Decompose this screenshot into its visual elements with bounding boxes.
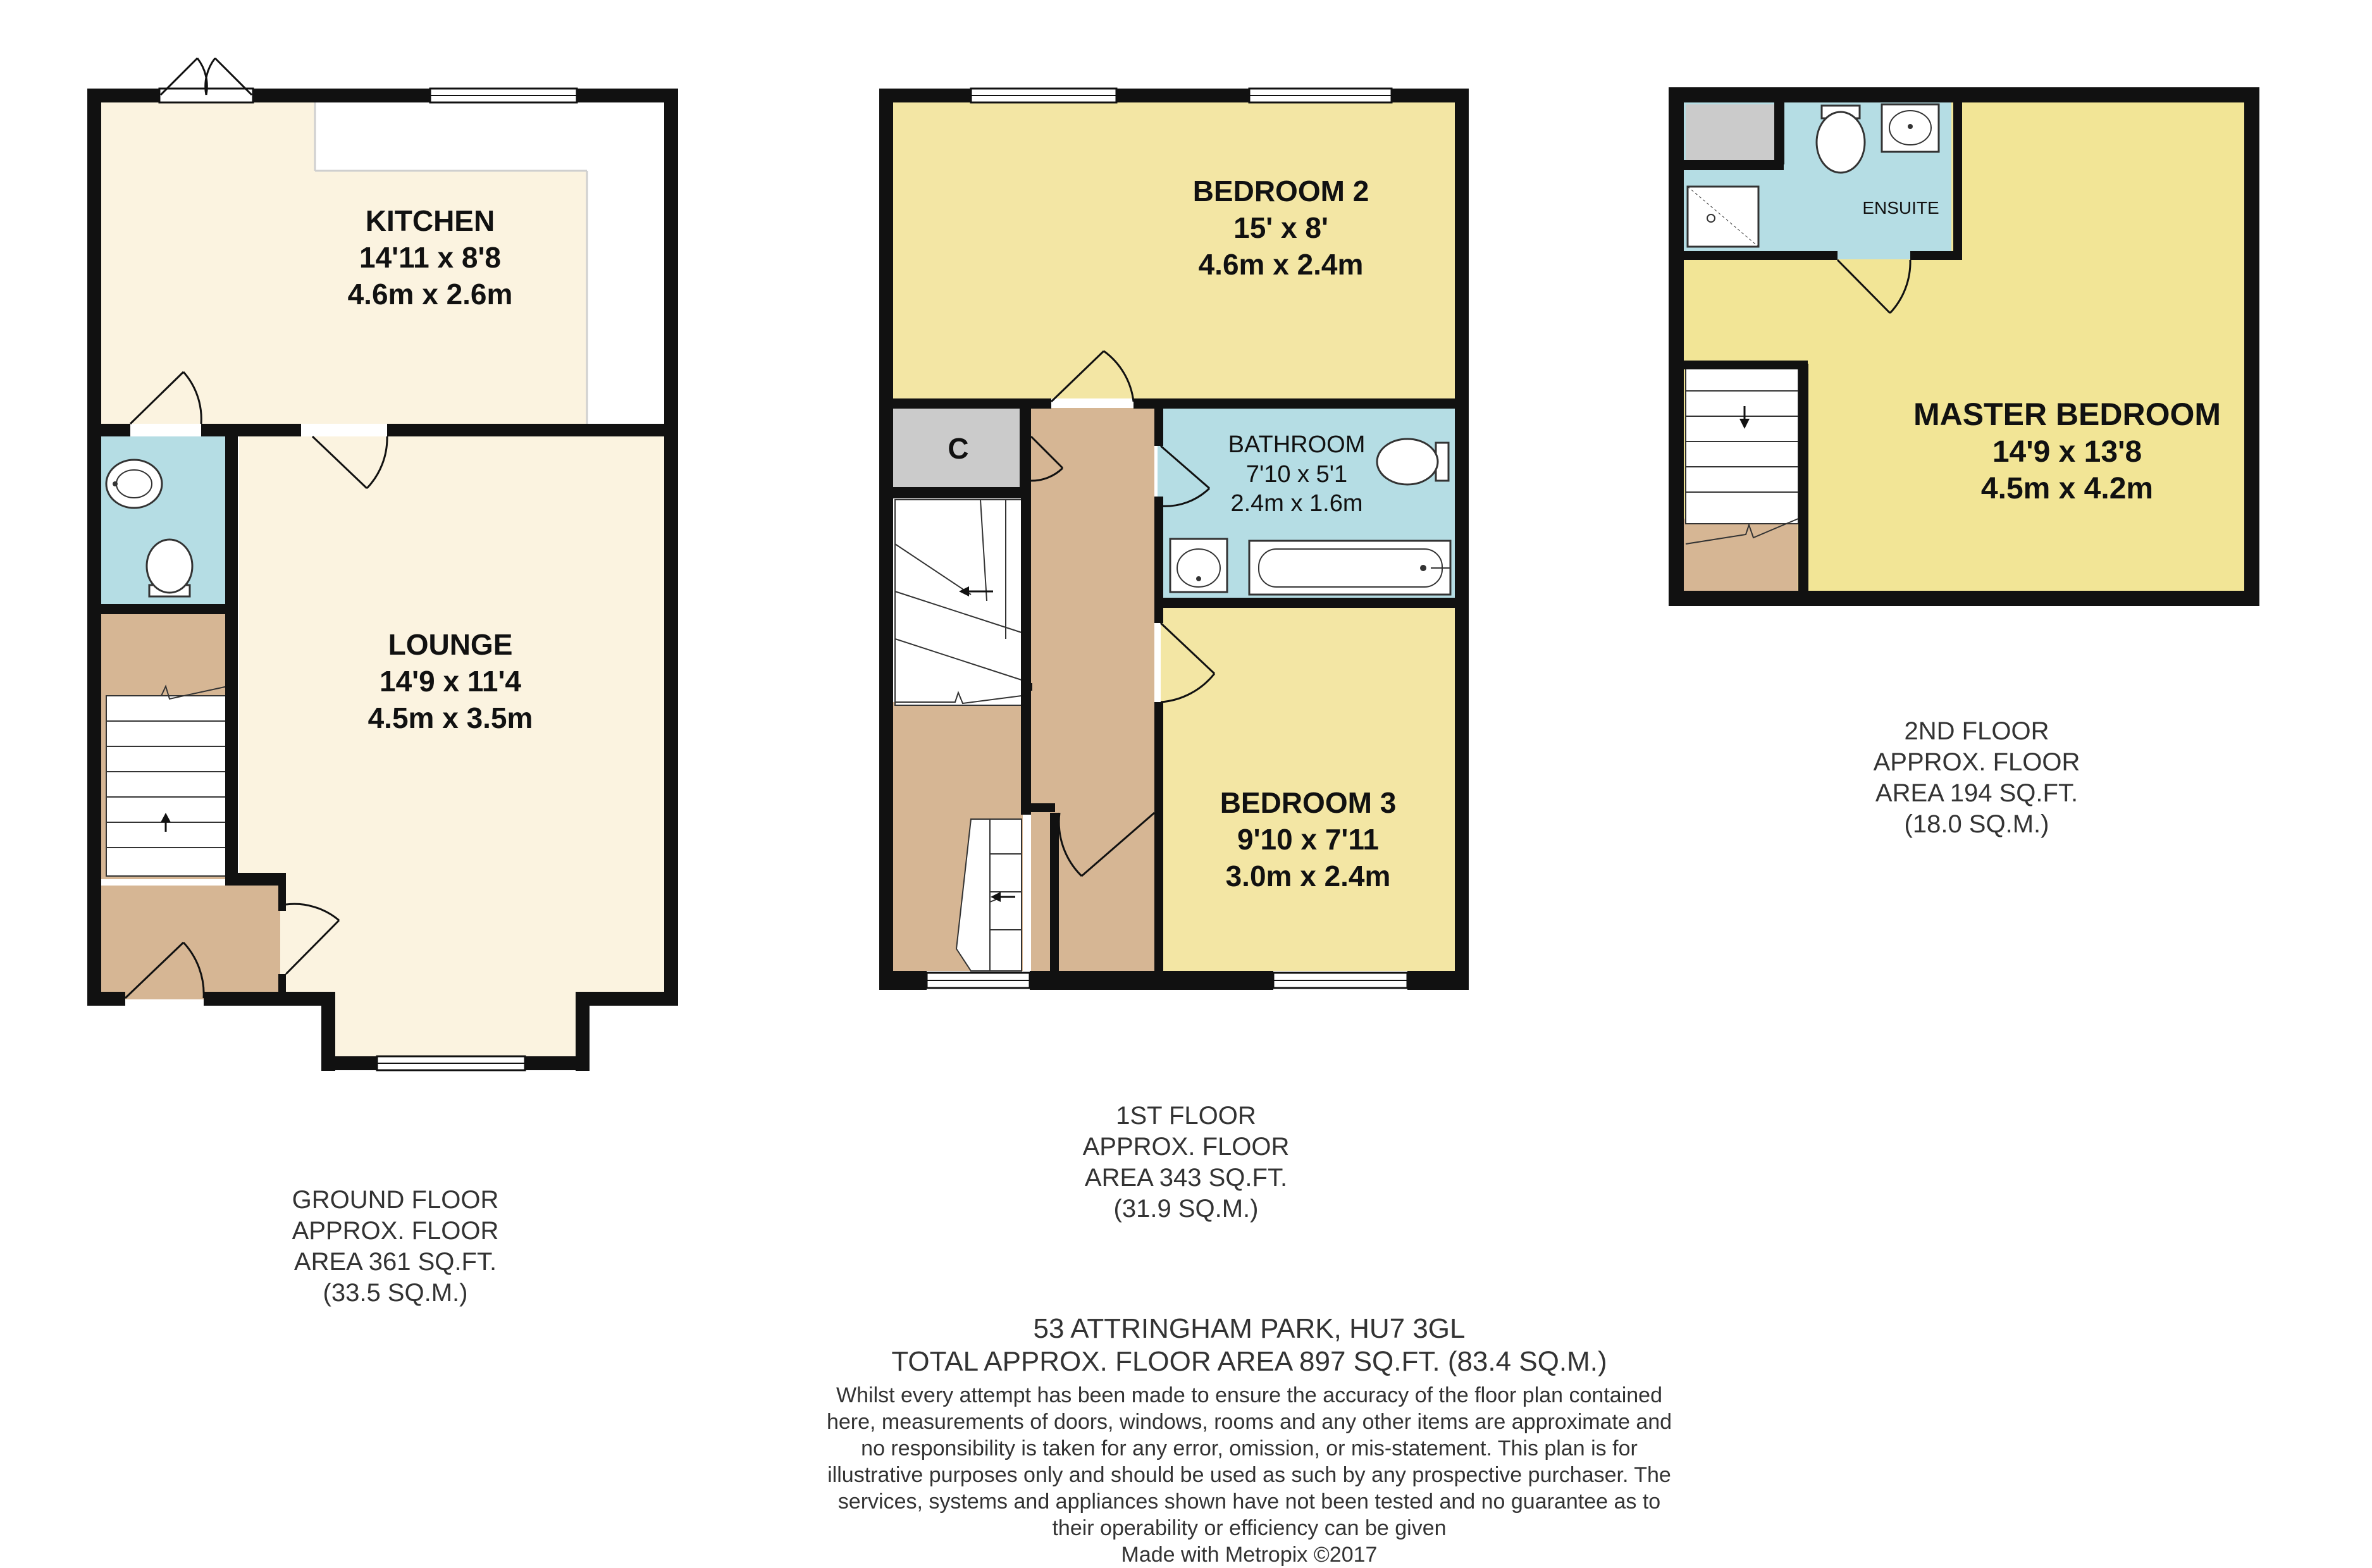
lounge-imperial: 14'9 x 11'4 — [380, 665, 521, 698]
metropix-credit: Made with Metropix ©2017 — [1121, 1543, 1378, 1567]
second-floor-caption — [1834, 716, 2119, 840]
second-stairs — [1686, 366, 1798, 544]
plan-footer — [822, 1312, 1676, 1568]
patio-door-icon — [159, 58, 253, 102]
kitchen-metric: 4.6m x 2.6m — [347, 278, 513, 311]
cupboard-label: C — [948, 432, 969, 465]
lounge-label — [368, 628, 533, 734]
caption-line: 2ND FLOOR — [1904, 717, 2049, 745]
bathroom-name: BATHROOM — [1228, 431, 1366, 458]
ground-floor-caption — [253, 1185, 538, 1309]
kitchen-name: KITCHEN — [365, 204, 495, 237]
bathroom-metric: 2.4m x 1.6m — [1230, 490, 1363, 517]
caption-line: AREA 194 SQ.FT. — [1875, 779, 2079, 807]
caption-line: AREA 343 SQ.FT. — [1084, 1164, 1288, 1192]
landing-area — [1031, 408, 1154, 971]
caption-line: AREA 361 SQ.FT. — [293, 1248, 497, 1276]
toilet-icon — [147, 540, 192, 596]
caption-line: APPROX. FLOOR — [1873, 748, 2080, 776]
sink-icon — [1882, 104, 1939, 152]
second-stair-landing — [1684, 519, 1798, 591]
bedroom2-metric: 4.6m x 2.4m — [1198, 248, 1364, 281]
bedroom3-metric: 3.0m x 2.4m — [1225, 860, 1391, 892]
ground-entrance-area — [100, 886, 280, 999]
caption-line: (18.0 SQ.M.) — [1904, 810, 2049, 838]
bedroom2-name: BEDROOM 2 — [1192, 175, 1369, 207]
caption-line: APPROX. FLOOR — [1082, 1133, 1290, 1161]
ensuite-store-area — [1686, 104, 1774, 160]
bedroom3-label — [1220, 786, 1397, 892]
lounge-name: LOUNGE — [388, 628, 513, 661]
first-floor-plan — [879, 89, 1469, 990]
total-floor-area: TOTAL APPROX. FLOOR AREA 897 SQ.FT. (83.4 SQ.M.) — [891, 1346, 1607, 1377]
lounge-metric: 4.5m x 3.5m — [368, 701, 533, 734]
toilet-icon — [1817, 106, 1865, 173]
caption-line: GROUND FLOOR — [292, 1186, 499, 1214]
disclaimer-text: Whilst every attempt has been made to ensure the accuracy of the floor plan contained here, measurements of doors, windows, rooms and any other items are approximate and no responsibility is taken for any error, omission, or mis-statement. This plan is for illustrative purposes only and should be used as such by any prospective purchaser. The services, systems and appliances shown have not been tested and no guarantee as to their operability or efficiency can be given — [826, 1383, 1672, 1540]
ground-stairs — [106, 686, 228, 876]
bath-icon — [1249, 541, 1450, 595]
bedroom2-imperial: 15' x 8' — [1233, 211, 1328, 244]
toilet-icon — [1377, 439, 1449, 485]
caption-line: (31.9 SQ.M.) — [1113, 1195, 1259, 1223]
caption-line: APPROX. FLOOR — [292, 1217, 499, 1245]
bedroom2-area — [892, 101, 1455, 398]
master-bedroom-imperial: 14'9 x 13'8 — [1992, 435, 2142, 469]
caption-line: (33.5 SQ.M.) — [323, 1279, 468, 1307]
shower-tray-icon — [1688, 187, 1758, 247]
master-bedroom-name: MASTER BEDROOM — [1913, 397, 2221, 432]
bathroom-imperial: 7'10 x 5'1 — [1245, 461, 1348, 488]
caption-line: 1ST FLOOR — [1116, 1102, 1256, 1130]
ground-floor-plan — [87, 58, 678, 1071]
bathroom-label — [1228, 431, 1366, 517]
second-floor-plan — [1669, 87, 2259, 606]
bedroom3-name: BEDROOM 3 — [1220, 786, 1397, 819]
property-address: 53 ATTRINGHAM PARK, HU7 3GL — [1033, 1313, 1466, 1344]
sink-icon — [106, 460, 162, 508]
kitchen-imperial: 14'11 x 8'8 — [359, 241, 501, 274]
ensuite-label: ENSUITE — [1862, 198, 1939, 218]
sink-icon — [1170, 539, 1227, 592]
master-bedroom-metric: 4.5m x 4.2m — [1980, 472, 2154, 505]
kitchen-label — [348, 204, 513, 311]
first-floor-caption — [1044, 1101, 1328, 1225]
bedroom3-imperial: 9'10 x 7'11 — [1237, 823, 1379, 856]
